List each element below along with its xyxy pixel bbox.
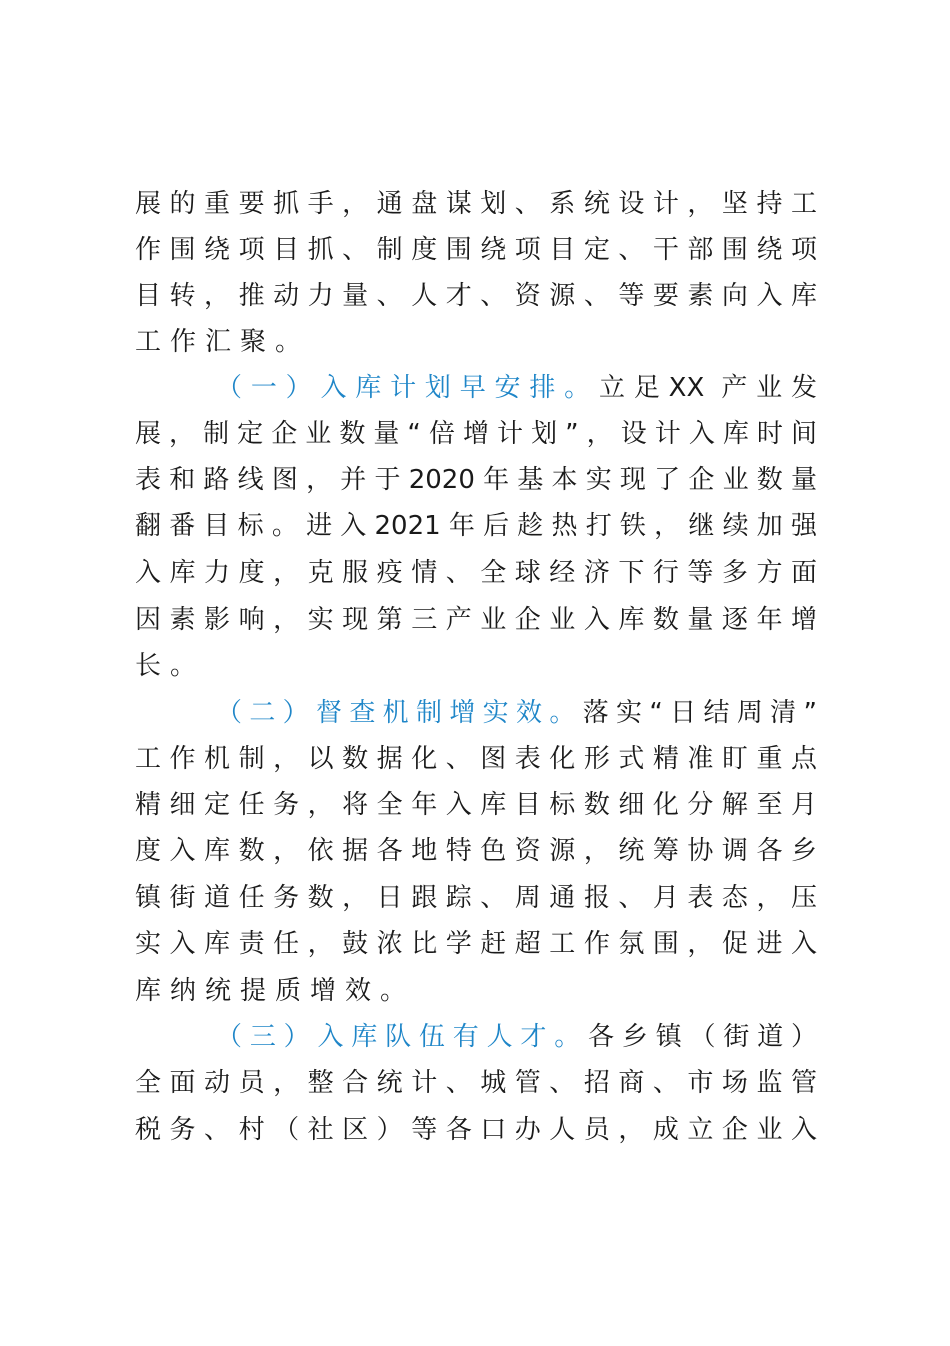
- paragraph-line: 作围绕项目抓、制度围绕项目定、干部围绕项: [135, 235, 817, 265]
- section-text: 立足XX 产业发: [599, 373, 817, 403]
- paragraph-line: 入库力度，克服疫情、全球经济下行等多方面: [135, 558, 817, 588]
- section-two-heading-line: [216, 693, 817, 733]
- section-heading: （三）入库队伍有人才。: [216, 1022, 589, 1052]
- paragraph-line: 工作机制，以数据化、图表化形式精准盯重点: [135, 744, 817, 774]
- section-one-heading-line: [216, 368, 817, 408]
- section-heading: （二）督查机制增实效。: [216, 698, 583, 728]
- paragraph-line: 精细定任务，将全年入库目标数细化分解至月: [135, 790, 817, 820]
- paragraph-line: 实入库责任，鼓浓比学赶超工作氛围，促进入: [135, 929, 817, 959]
- paragraph-line: 库纳统提质增效。: [135, 976, 416, 1006]
- section-text: 各乡镇（街道）: [588, 1022, 817, 1052]
- paragraph-line: 目转，推动力量、人才、资源、等要素向入库: [135, 281, 817, 311]
- paragraph-line: 因素影响，实现第三产业企业入库数量逐年增: [135, 605, 817, 635]
- paragraph-line: 税务、村（社区）等各口办人员，成立企业入: [135, 1115, 817, 1145]
- paragraph-line: 表和路线图，并于2020年基本实现了企业数量: [135, 465, 817, 495]
- paragraph-line: 翻番目标。进入2021年后趁热打铁，继续加强: [135, 511, 817, 541]
- section-three-heading-line: [216, 1017, 817, 1057]
- paragraph-line: 长。: [135, 651, 206, 681]
- paragraph-line: 展，制定企业数量“倍增计划”，设计入库时间: [135, 419, 817, 449]
- paragraph-line: 展的重要抓手，通盘谋划、系统设计，坚持工: [135, 189, 817, 219]
- section-heading: （一）入库计划早安排。: [216, 373, 600, 403]
- paragraph-line: 镇街道任务数，日跟踪、周通报、月表态，压: [135, 883, 817, 913]
- paragraph-line: 工作汇聚。: [135, 327, 311, 357]
- paragraph-line: 度入库数，依据各地特色资源，统筹协调各乡: [135, 836, 817, 866]
- paragraph-line: 全面动员，整合统计、城管、招商、市场监管: [135, 1068, 817, 1098]
- section-text: 落实“日结周清”: [582, 698, 817, 728]
